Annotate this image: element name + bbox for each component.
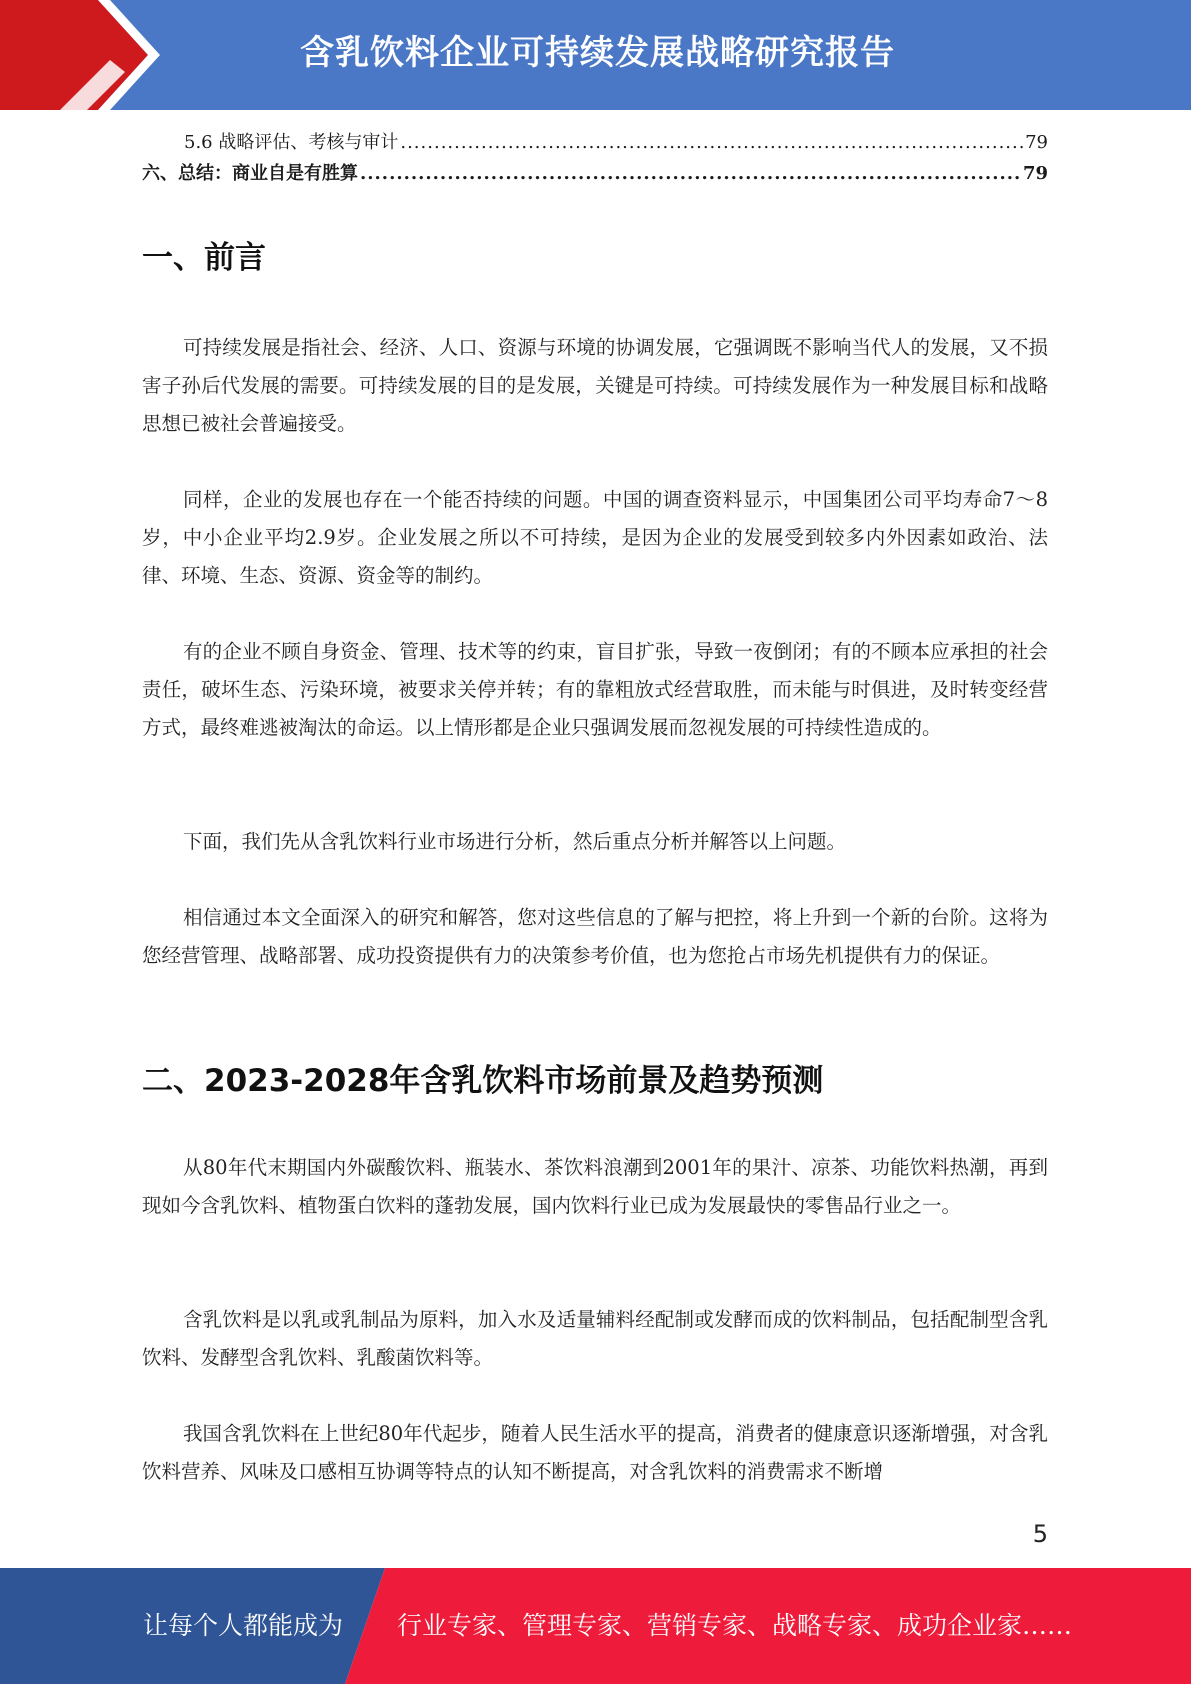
paragraph: 有的企业不顾自身资金、管理、技术等的约束，盲目扩张，导致一夜倒闭；有的不顾本应承担的社会责任，破坏生态、污染环境，被要求关停并转；有的靠粗放式经营取胜，而未能与时俱进，及时转变经营方式，最终难逃被淘汰的命运。以上情形都是企业只强调发展而忽视发展的可持续性造成的。 xyxy=(142,640,1048,739)
toc-entry-label: 六、总结：商业自是有胜算 xyxy=(142,163,358,184)
table-of-contents xyxy=(142,128,1048,190)
section-heading-market-forecast: 二、2023-2028年含乳饮料市场前景及趋势预测 xyxy=(142,1063,824,1099)
toc-entry-page: 79 xyxy=(1022,163,1048,184)
toc-entry-page: 79 xyxy=(1025,132,1048,153)
toc-entry-label: 5.6 战略评估、考核与审计 xyxy=(184,132,399,153)
paragraph: 我国含乳饮料在上世纪80年代起步，随着人民生活水平的提高，消费者的健康意识逐渐增强，对含乳饮料营养、风味及口感相互协调等特点的认知不断提高，对含乳饮料的消费需求不断增 xyxy=(142,1422,1048,1483)
toc-entry-5-6[interactable] xyxy=(142,128,1048,159)
footer-slogan-right: 行业专家、管理专家、营销专家、战略专家、成功企业家…… xyxy=(397,1611,1073,1640)
toc-leader-dots xyxy=(400,132,1023,153)
paragraph: 同样，企业的发展也存在一个能否持续的问题。中国的调查资料显示，中国集团公司平均寿命7～8岁，中小企业平均2.9岁。企业发展之所以不可持续，是因为企业的发展受到较多内外因素如政治、法律、环境、生态、资源、资金等的制约。 xyxy=(142,488,1048,587)
section-heading-preface: 一、前言 xyxy=(142,240,266,276)
paragraph: 可持续发展是指社会、经济、人口、资源与环境的协调发展，它强调既不影响当代人的发展，又不损害子孙后代发展的需要。可持续发展的目的是发展，关键是可持续。可持续发展作为一种发展目标和战略思想已被社会普遍接受。 xyxy=(142,336,1048,435)
paragraph: 含乳饮料是以乳或乳制品为原料，加入水及适量辅料经配制或发酵而成的饮料制品，包括配制型含乳饮料、发酵型含乳饮料、乳酸菌饮料等。 xyxy=(142,1308,1048,1369)
header-red-arrow xyxy=(0,0,148,110)
paragraph: 从80年代末期国内外碳酸饮料、瓶装水、茶饮料浪潮到2001年的果汁、凉茶、功能饮料热潮，再到现如今含乳饮料、植物蛋白饮料的蓬勃发展，国内饮料行业已成为发展最快的零售品行业之一。 xyxy=(142,1156,1048,1217)
paragraph: 下面，我们先从含乳饮料行业市场进行分析，然后重点分析并解答以上问题。 xyxy=(183,830,847,853)
footer-slogan-left: 让每个人都能成为 xyxy=(143,1611,344,1640)
header-band xyxy=(0,0,1191,110)
paragraph: 相信通过本文全面深入的研究和解答，您对这些信息的了解与把控，将上升到一个新的台阶。这将为您经营管理、战略部署、成功投资提供有力的决策参考价值，也为您抢占市场先机提供有力的保证。 xyxy=(142,906,1048,967)
toc-leader-dots xyxy=(360,163,1021,184)
footer-band xyxy=(0,1568,1191,1684)
report-title: 含乳饮料企业可持续发展战略研究报告 xyxy=(300,33,895,73)
toc-entry-6[interactable] xyxy=(142,159,1048,190)
page-number: 5 xyxy=(1032,1520,1048,1548)
